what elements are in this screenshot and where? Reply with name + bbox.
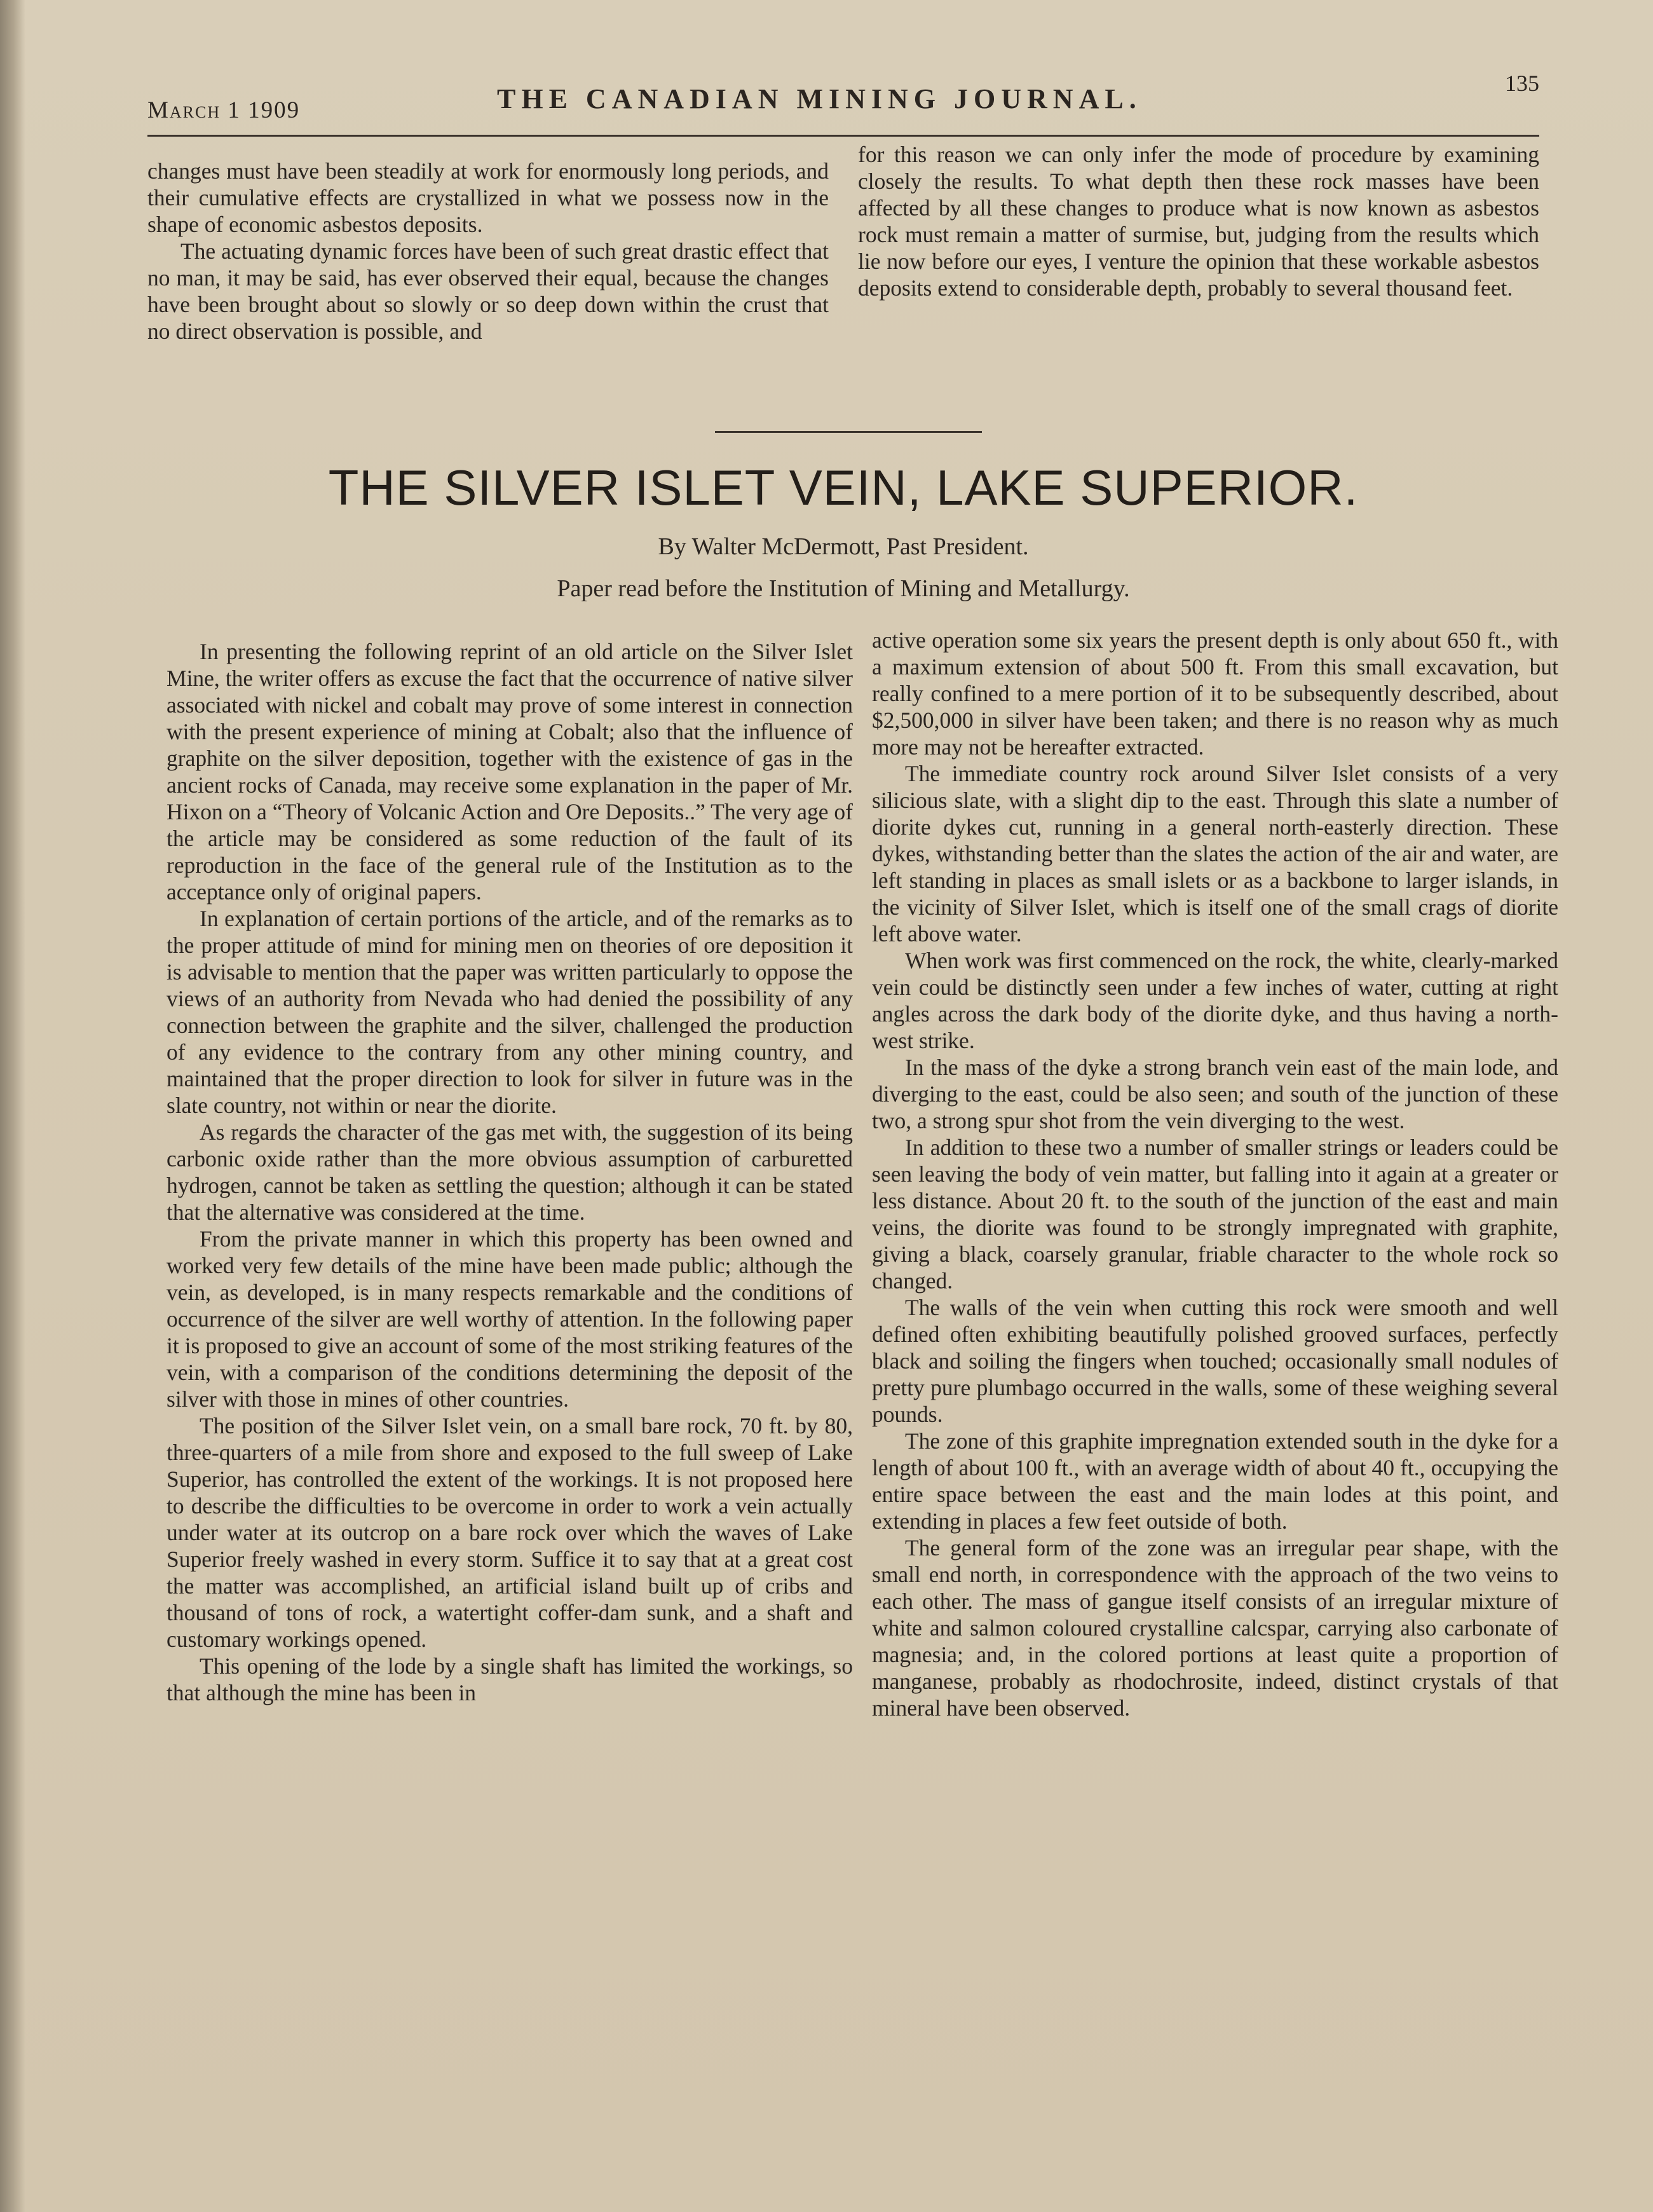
page-number: 135: [1505, 71, 1539, 96]
paragraph: The walls of the vein when cutting this rock were smooth and well defined often exhibiting beautifully polished grooved surfaces, perfectly black and soiling the fingers when touched; occasionally small nodules of pretty pure plumbago occurred in the walls, some of these weighing several pounds.: [872, 1295, 1558, 1427]
article-column-right: [872, 627, 1558, 1721]
issue-date: March 1 1909: [147, 97, 301, 123]
paragraph: In explanation of certain portions of the article, and of the remarks as to the proper attitude of mind for mining men on theories of ore deposition it is advisable to mention that the paper was written particularly to oppose the views of an authority from Nevada who had denied the possibility of any connection between the graphite and the silver, challenged the production of any evidence to the contrary from any other mining country, and maintained that the proper direction to look for silver in future was in the slate country, not within or near the diorite.: [167, 906, 853, 1118]
paragraph: The general form of the zone was an irregular pear shape, with the small end north, in correspondence with the approach of the two veins to each other. The mass of gangue itself consists of an irregular mixture of white and salmon coloured crystalline calcspar, carrying also carbonate of magnesia; and, in the colored portions at least quite a proportion of manganese, probably as rhodochrosite, indeed, distinct crystals of that mineral have been observed.: [872, 1535, 1558, 1721]
masthead-rule: [147, 135, 1539, 137]
article-headline: THE SILVER ISLET VEIN, LAKE SUPERIOR.: [328, 460, 1359, 515]
continuation-column-left: [147, 158, 829, 345]
paragraph: When work was first commenced on the rock, the white, clearly-marked vein could be distinctly seen under a few inches of water, cutting at right angles across the dark body of the diorite dyke, and thus having a north-west strike.: [872, 948, 1558, 1053]
continuation-column-right: [858, 141, 1539, 301]
paragraph: active operation some six years the present depth is only about 650 ft., with a maximum extension of about 500 ft. From this small excavation, but really confined to a mere portion of it to be subsequently described, about $2,500,000 in silver have been taken; and there is no reason why as much more may not be hereafter extracted.: [872, 627, 1558, 760]
paragraph: changes must have been steadily at work for enormously long periods, and their cumulative effects are crystallized in what we possess now in the shape of economic asbestos deposits.: [147, 158, 829, 237]
article-byline: By Walter McDermott, Past President.: [658, 533, 1029, 560]
paragraph: In addition to these two a number of smaller strings or leaders could be seen leaving the body of vein matter, but falling into it again at a greater or less distance. About 20 ft. to the south of the junction of the east and main veins, the diorite was found to be strongly impregnated with graphite, giving a black, coarsely granular, friable character to the whole rock so changed.: [872, 1135, 1558, 1294]
paragraph: for this reason we can only infer the mode of procedure by examining closely the results. To what depth then these rock masses have been affected by all these changes to produce what is now known as asbestos rock must remain a matter of surmise, but, judging from the results which lie now before our eyes, I venture the opinion that these workable asbestos deposits extend to considerable depth, probably to several thousand feet.: [858, 142, 1539, 301]
paragraph: In the mass of the dyke a strong branch vein east of the main lode, and diverging to the east, could be also seen; and south of the junction of these two, a strong spur shot from the vein diverging to the west.: [872, 1055, 1558, 1133]
paragraph: The position of the Silver Islet vein, on a small bare rock, 70 ft. by 80, three-quarters of a mile from shore and exposed to the full sweep of Lake Superior, has controlled the extent of the workings. It is not proposed here to describe the difficulties to be overcome in order to work a vein actually under water at its outcrop on a bare rock over which the waves of Lake Superior freely washed in every storm. Suffice it to say that at a great cost the matter was accomplished, an artificial island built up of cribs and thousand of tons of rock, a watertight coffer-dam sunk, and a shaft and customary workings opened.: [167, 1413, 853, 1652]
article-column-left: [167, 638, 853, 1706]
section-divider: [715, 431, 982, 433]
paragraph: The zone of this graphite impregnation extended south in the dyke for a length of about 100 ft., with an average width of about 40 ft., occupying the entire space between the east and the main lodes at this point, and extending in places a few feet outside of both.: [872, 1428, 1558, 1534]
paragraph: This opening of the lode by a single shaft has limited the workings, so that although the mine has been in: [167, 1653, 853, 1705]
article-source: Paper read before the Institution of Mining and Metallurgy.: [557, 575, 1130, 602]
paragraph: From the private manner in which this property has been owned and worked very few details of the mine have been made public; although the vein, as developed, is in many respects remarkable and the conditions of occurrence of the silver are well worthy of attention. In the following paper it is proposed to give an account of some of the most striking features of the vein, with a comparison of the conditions determining the deposit of the silver with those in mines of other countries.: [167, 1226, 853, 1412]
paragraph: In presenting the following reprint of an old article on the Silver Islet Mine, the writer offers as excuse the fact that the occurrence of native silver associated with nickel and cobalt may prove of some interest in connection with the present experience of mining at Cobalt; also that the influence of graphite on the silver deposition, together with the existence of gas in the ancient rocks of Canada, may receive some explanation in the paper of Mr. Hixon on a “Theory of Volcanic Action and Ore Deposits..” The very age of the article may be considered as some reduction of the fault of its reproduction in the face of the general rule of the Institution as to the acceptance only of original papers.: [167, 639, 853, 905]
binding-shadow: [0, 0, 25, 2212]
paragraph: The immediate country rock around Silver Islet consists of a very silicious slate, with a slight dip to the east. Through this slate a number of diorite dykes cut, running in a general north-easterly direction. These dykes, withstanding better than the slates the action of the air and water, are left standing in places as small islets or as a backbone to larger islands, in the vicinity of Silver Islet, which is itself one of the small crags of diorite left above water.: [872, 761, 1558, 946]
paragraph: As regards the character of the gas met with, the suggestion of its being carbonic oxide rather than the more obvious assumption of carburetted hydrogen, cannot be taken as settling the question; although it can be stated that the alternative was considered at the time.: [167, 1119, 853, 1225]
paragraph: The actuating dynamic forces have been of such great drastic effect that no man, it may be said, has ever observed their equal, because the changes have been brought about so slowly or so deep down within the crust that no direct observation is possible, and: [147, 238, 829, 344]
journal-title: THE CANADIAN MINING JOURNAL.: [497, 83, 1142, 114]
masthead: [147, 71, 1539, 127]
